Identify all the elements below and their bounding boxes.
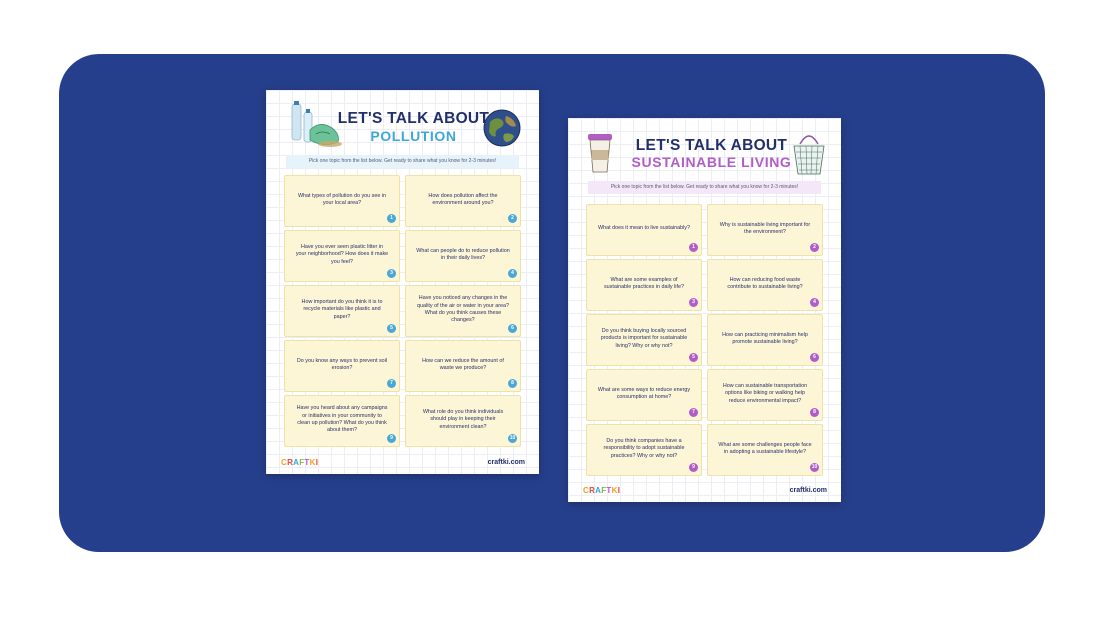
topic-text: How important do you think it is to recycle materials like plastic and paper? [301,298,383,320]
logo-letter: I [617,486,621,495]
topic-number: 2 [508,214,517,223]
topic-text: How can practicing minimalism help promote sustainable living? [722,331,808,345]
topic-card [586,259,702,311]
topic-number: 10 [509,435,516,441]
topic-number: 4 [508,269,517,278]
logo-letter: I [315,458,319,467]
topic-text: How can sustainable transportation options like biking or walking help reduce environmental impact? [722,382,808,404]
topic-card [284,340,400,392]
topic-number: 6 [810,353,819,362]
sustain-topic-grid [586,204,823,476]
topic-card [586,314,702,366]
topic-number: 3 [387,269,396,278]
logo-letter: T [304,458,310,467]
sustain-title-line2: SUSTAINABLE LIVING [631,154,792,170]
topic-text: What types of pollution do you see in your local area? [297,192,387,206]
topic-text: How can reducing food waste contribute to sustainable living? [727,276,803,290]
topic-number: 8 [508,379,517,388]
craftki-logo [281,458,318,467]
logo-letter: K [611,486,618,495]
topic-card [707,314,823,366]
topic-text: Have you heard about any campaigns or initiatives in your community to clean up pollution? What do you think about them? [296,405,388,434]
footer-url: craftki.com [789,487,827,494]
topic-card [586,369,702,421]
logo-letter: T [606,486,612,495]
topic-text: What are some challenges people face in adopting a sustainable lifestyle? [718,441,812,455]
pollution-instruction: Pick one topic from the list below. Get ready to share what you know for 2-3 minutes! [286,155,519,168]
topic-card [284,175,400,227]
topic-number: 3 [689,298,698,307]
topic-text: Why is sustainable living important for the environment? [719,221,811,235]
craftki-logo [583,486,620,495]
topic-card [586,424,702,476]
pollution-worksheet [266,90,539,474]
topic-number: 4 [810,298,819,307]
background-panel [59,54,1045,552]
logo-letter: C [583,486,590,495]
topic-text: Have you noticed any changes in the quality of the air or water in your area? What do you think causes these changes? [417,295,509,324]
pollution-title-line2: POLLUTION [370,128,457,144]
topic-number: 9 [689,463,698,472]
topic-text: How can we reduce the amount of waste we produce? [422,357,504,371]
sustain-title-line1: LET'S TALK ABOUT [635,137,788,154]
topic-card [284,285,400,337]
logo-letter: C [281,458,288,467]
topic-number: 5 [689,353,698,362]
logo-letter: K [309,458,316,467]
topic-text: Do you know any ways to prevent soil erosion? [296,357,388,371]
logo-letter: R [589,486,596,495]
topic-number: 2 [810,243,819,252]
topic-card [405,340,521,392]
topic-card [405,395,521,447]
topic-number: 1 [387,214,396,223]
topic-text: Have you ever seen plastic litter in your neighborhood? How does it make you feel? [295,243,389,265]
topic-number: 7 [387,379,396,388]
topic-number: 5 [387,324,396,333]
topic-card [707,424,823,476]
topic-text: What can people do to reduce pollution in their daily lives? [416,247,510,261]
topic-card [284,395,400,447]
topic-card [405,175,521,227]
topic-number: 1 [689,243,698,252]
topic-text: What are some ways to reduce energy consumption at home? [597,386,691,400]
logo-letter: A [595,486,602,495]
topic-card [405,230,521,282]
logo-letter: F [299,458,305,467]
topic-card [405,285,521,337]
topic-card [707,259,823,311]
topic-text: What are some examples of sustainable practices in daily life? [603,276,684,290]
topic-text: Do you think companies have a responsibility to adopt sustainable practices? Why or why not? [603,437,685,459]
pollution-topic-grid [284,175,521,447]
sustainable-living-worksheet [568,118,841,502]
logo-letter: R [287,458,294,467]
topic-card [707,369,823,421]
footer-url: craftki.com [487,459,525,466]
topic-number: 6 [508,324,517,333]
topic-card [707,204,823,256]
sustain-instruction: Pick one topic from the list below. Get ready to share what you know for 2-3 minutes! [588,181,821,194]
topic-text: What role do you think individuals should play in keeping their environment clean? [422,408,504,430]
topic-text: Do you think buying locally sourced products is important for sustainable living? Why or why not? [600,327,688,349]
topic-text: What does it mean to live sustainably? [598,225,690,232]
topic-text: How does pollution affect the environment around you? [428,192,498,206]
topic-number: 9 [387,434,396,443]
pollution-title-line1: LET'S TALK ABOUT [337,110,490,127]
logo-letter: A [293,458,300,467]
topic-card [586,204,702,256]
logo-letter: F [601,486,607,495]
topic-card [284,230,400,282]
topic-number: 10 [811,464,818,470]
topic-number: 7 [689,408,698,417]
topic-number: 8 [810,408,819,417]
